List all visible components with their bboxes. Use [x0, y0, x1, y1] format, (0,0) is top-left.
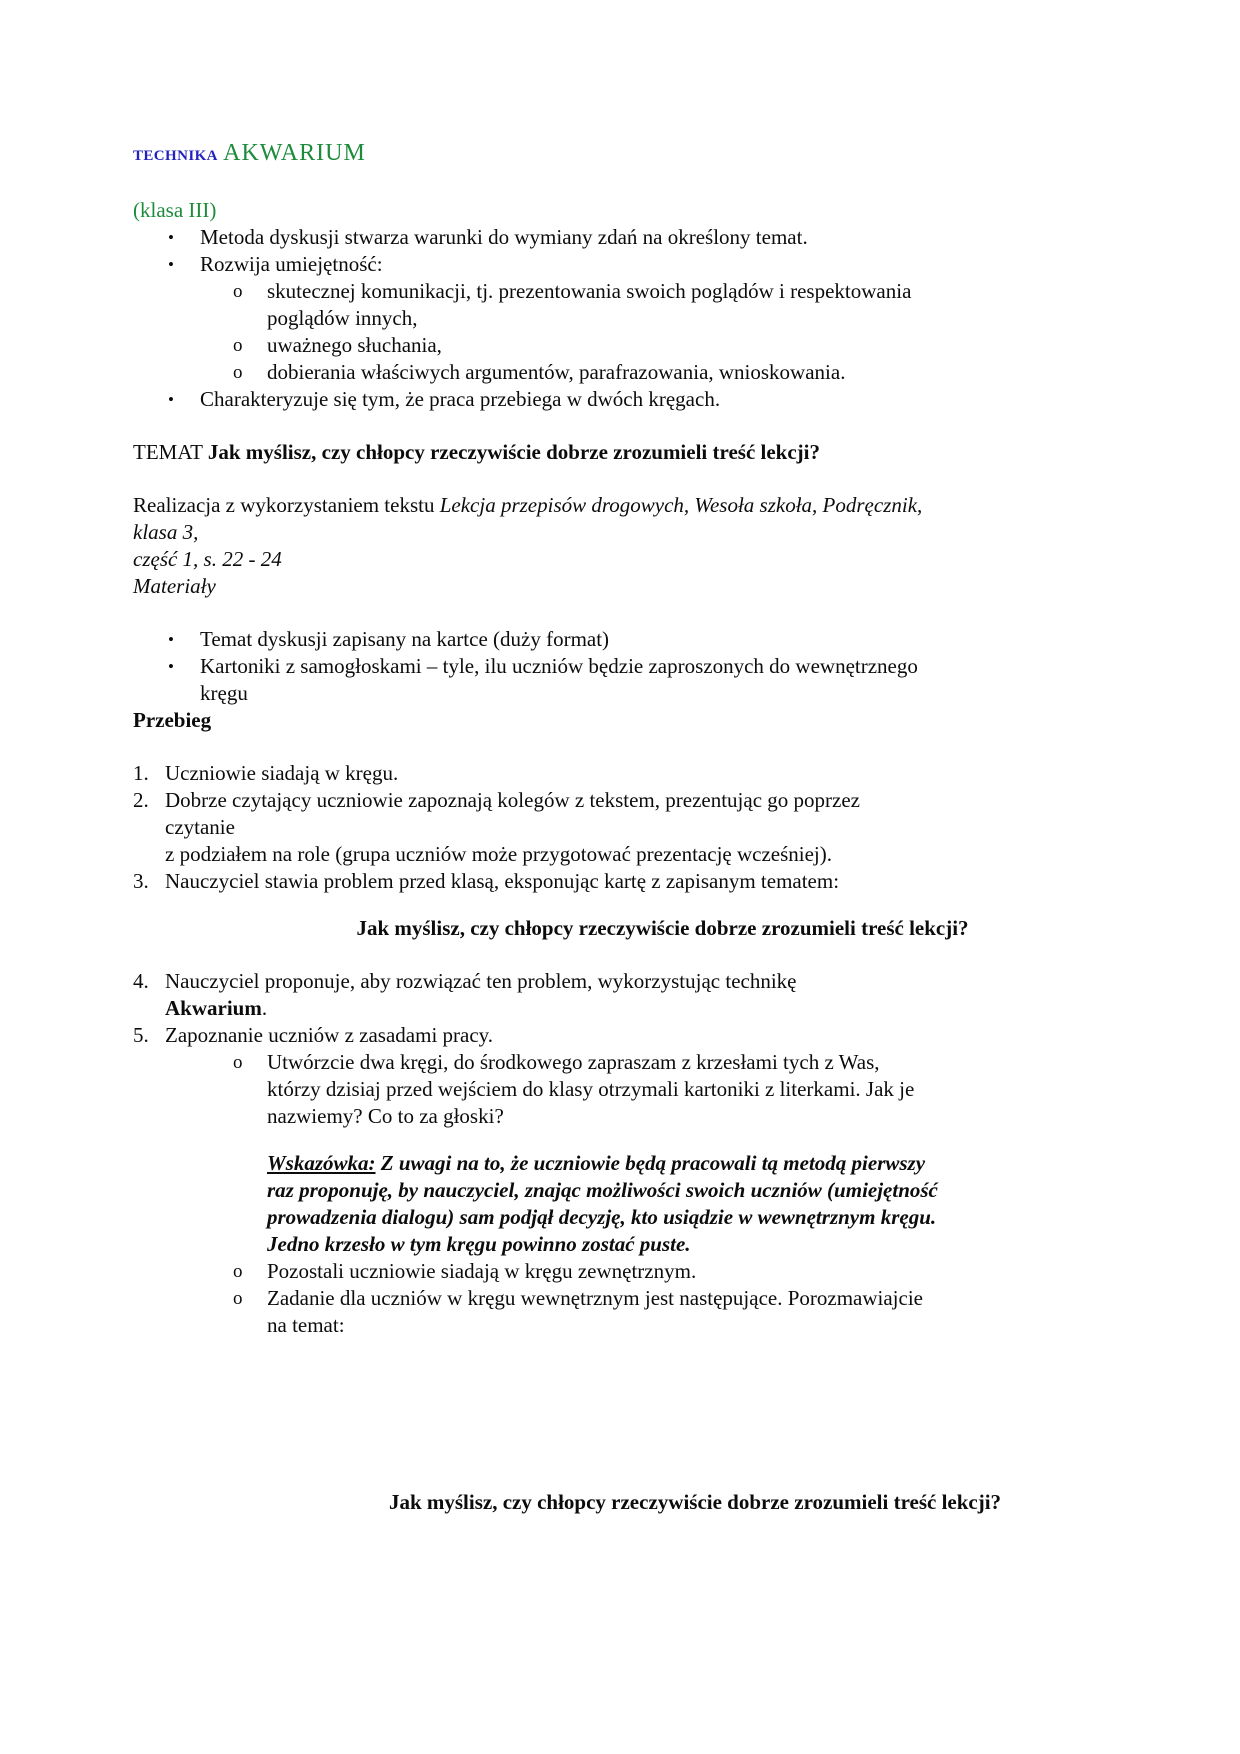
temat-question: Jak myślisz, czy chłopcy rzeczywiście dobrze zrozumieli treść lekcji?: [207, 440, 820, 464]
line: Jedno krzesło w tym kręgu powinno zostać puste.: [267, 1232, 691, 1256]
realizacja-prefix: Realizacja z wykorzystaniem tekstu: [133, 493, 435, 517]
line: którzy dzisiaj przed wejściem do klasy otrzymali kartoniki z literkami. Jak je: [267, 1077, 915, 1101]
line: kręgu: [200, 681, 248, 705]
wskazowka-label: Wskazówka:: [267, 1151, 376, 1175]
circle-marker: o: [233, 1288, 243, 1309]
list-item-text: dobierania właściwych argumentów, parafrazowania, wnioskowania.: [267, 360, 846, 384]
realizacja-paragraph: [133, 492, 1107, 573]
temat-label: TEMAT: [133, 440, 203, 464]
list-item: [133, 626, 1107, 653]
line: Nauczyciel proponuje, aby rozwiązać ten problem, wykorzystując technikę: [165, 969, 797, 993]
list-item: [133, 251, 1107, 278]
przebieg-steps-continued: [133, 968, 1107, 1339]
centered-question-final: Jak myślisz, czy chłopcy rzeczywiście dobrze zrozumieli treść lekcji?: [388, 1490, 1002, 1514]
line: raz proponuję, by nauczyciel, znając możliwości swoich uczniów (umiejętność: [267, 1178, 938, 1202]
step-text: Zapoznanie uczniów z zasadami pracy.: [165, 1023, 494, 1047]
list-item-text: [267, 1285, 1107, 1339]
realizacja-source: Lekcja przepisów drogowych, Wesoła szkoła, Podręcznik,: [439, 493, 923, 517]
bullet-marker: •: [168, 255, 174, 274]
step-text: [165, 787, 1107, 868]
subtitle-klasa: (klasa III): [133, 198, 217, 222]
line: z podziałem na role (grupa uczniów może przygotować prezentację wcześniej).: [165, 842, 833, 866]
bullet-marker: •: [168, 630, 174, 649]
line: .: [261, 996, 268, 1020]
list-item: [133, 653, 1107, 707]
numbered-step: [133, 968, 1107, 1022]
step-text: [165, 968, 1107, 1022]
step-number: 4.: [133, 969, 149, 993]
list-item-text: Charakteryzuje się tym, że praca przebiega w dwóch kręgach.: [200, 387, 721, 411]
bullet-marker: •: [168, 390, 174, 409]
wskazowka-note: [133, 1150, 1107, 1258]
step-number: 2.: [133, 788, 149, 812]
list-item: [133, 332, 1107, 359]
list-item-text: Rozwija umiejętność:: [200, 252, 383, 276]
line: czytanie: [165, 815, 235, 839]
step-text: Uczniowie siadają w kręgu.: [165, 761, 399, 785]
line: skutecznej komunikacji, tj. prezentowania swoich poglądów i respektowania: [267, 279, 912, 303]
numbered-step: [133, 868, 1107, 895]
list-item-text: Temat dyskusji zapisany na kartce (duży format): [200, 627, 610, 651]
step-number: 1.: [133, 761, 149, 785]
list-item-text: Metoda dyskusji stwarza warunki do wymiany zdań na określony temat.: [200, 225, 808, 249]
page-title: [133, 138, 1107, 171]
circle-marker: o: [233, 362, 243, 383]
step-text: Nauczyciel stawia problem przed klasą, eksponując kartę z zapisanym tematem:: [165, 869, 840, 893]
list-item: [133, 1049, 1107, 1130]
list-item-text: [267, 1049, 1107, 1130]
temat-line: [133, 439, 1107, 466]
line: Dobrze czytający uczniowie zapoznają kolegów z tekstem, prezentując go poprzez: [165, 788, 860, 812]
step-number: 5.: [133, 1023, 149, 1047]
przebieg-heading: Przebieg: [133, 708, 212, 732]
materialy-list: [133, 626, 1107, 707]
bold-run: Akwarium: [165, 996, 262, 1020]
list-item-text: [200, 653, 1107, 707]
circle-marker: o: [233, 335, 243, 356]
list-item: [133, 224, 1107, 251]
circle-marker: o: [233, 1261, 243, 1282]
list-item: [133, 278, 1107, 332]
centered-question: Jak myślisz, czy chłopcy rzeczywiście dobrze zrozumieli treść lekcji?: [356, 916, 969, 940]
list-item: [133, 1258, 1107, 1285]
materialy-heading: Materiały: [133, 574, 216, 598]
line: nazwiemy? Co to za głoski?: [267, 1104, 504, 1128]
circle-marker: o: [233, 1052, 243, 1073]
line: Kartoniki z samogłoskami – tyle, ilu uczniów będzie zaproszonych do wewnętrznego: [200, 654, 918, 678]
numbered-step: [133, 760, 1107, 787]
realizacja-source: klasa 3,: [133, 520, 199, 544]
line: poglądów innych,: [267, 306, 418, 330]
list-item: [133, 359, 1107, 386]
numbered-step: [133, 1022, 1107, 1049]
przebieg-steps: [133, 760, 1107, 895]
list-item: [133, 1285, 1107, 1339]
step-number: 3.: [133, 869, 149, 893]
list-item: [133, 386, 1107, 413]
line: Z uwagi na to, że uczniowie będą pracowali tą metodą pierwszy: [380, 1151, 926, 1175]
numbered-step: [133, 787, 1107, 868]
list-item-text: Pozostali uczniowie siadają w kręgu zewnętrznym.: [267, 1259, 697, 1283]
line: prowadzenia dialogu) sam podjął decyzję, kto usiądzie w wewnętrznym kręgu.: [267, 1205, 937, 1229]
list-item-text: [267, 278, 1107, 332]
title-main: AKWARIUM: [223, 140, 366, 166]
line: Utwórzcie dwa kręgi, do środkowego zapraszam z krzesłami tych z Was,: [267, 1050, 880, 1074]
list-item-text: uważnego słuchania,: [267, 333, 442, 357]
line: Zadanie dla uczniów w kręgu wewnętrznym jest następujące. Porozmawiajcie: [267, 1286, 923, 1310]
bullet-marker: •: [168, 228, 174, 247]
bullet-marker: •: [168, 657, 174, 676]
line: na temat:: [267, 1313, 345, 1337]
intro-list: [133, 224, 1107, 413]
title-prefix: TECHNIKA: [133, 148, 218, 164]
circle-marker: o: [233, 281, 243, 302]
realizacja-source: część 1, s. 22 - 24: [133, 547, 282, 571]
